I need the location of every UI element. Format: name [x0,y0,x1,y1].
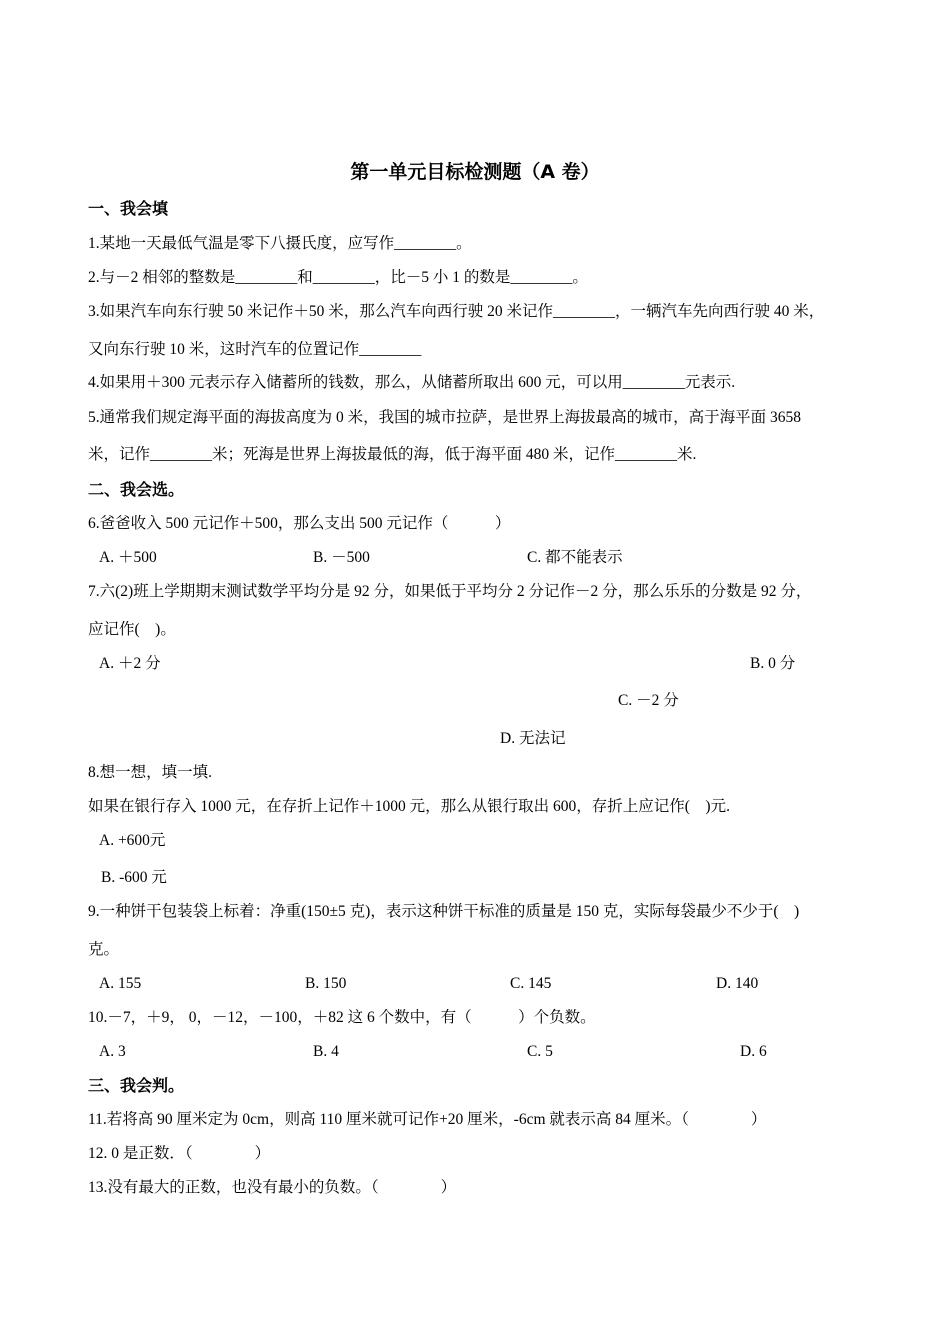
question-9-line-1: 9.一种饼干包装袋上标着：净重(150±5 克)，表示这种饼干标准的质量是 150 克，实际每袋最少不少于( ) [88,903,800,920]
question-9-line-2: 克。 [88,941,120,958]
question-3-line-2: 又向东行驶 10 米，这时汽车的位置记作________ [88,341,422,358]
question-8-option-a: A. +600元 [99,832,166,849]
question-7-option-b: B. 0 分 [750,655,796,672]
question-9-option-d: D. 140 [716,975,759,992]
question-11: 11.若将高 90 厘米定为 0cm，则高 110 厘米就可记作+20 厘米，-6cm 就表示高 84 厘米。（ ） [88,1111,767,1128]
question-7-line-2: 应记作( )。 [88,621,176,638]
question-10: 10.－7，＋9， 0，－12，－100，＋82 这 6 个数中，有（ ）个负数。 [88,1009,596,1026]
question-5-line-1: 5.通常我们规定海平面的海拔高度为 0 米，我国的城市拉萨，是世界上海拔最高的城市，高于海平面 3658 [88,409,802,426]
question-7-option-a: A. ＋2 分 [99,655,161,672]
question-10-option-c: C. 5 [527,1043,553,1060]
question-7-option-d: D. 无法记 [500,730,566,747]
question-7-option-c: C. －2 分 [618,692,679,709]
question-13: 13.没有最大的正数，也没有最小的负数。（ ） [88,1179,457,1196]
question-8-line-1: 8.想一想，填一填. [88,764,213,781]
question-9-option-a: A. 155 [99,975,142,992]
question-10-option-b: B. 4 [313,1043,339,1060]
question-5-line-2: 米，记作________米；死海是世界上海拔最低的海，低于海平面 480 米，记作________米. [88,446,697,463]
question-9-option-b: B. 150 [305,975,347,992]
section-heading-fill: 一、我会填 [88,199,169,218]
page-title: 第一单元目标检测题（A 卷） [350,161,600,183]
question-7-line-1: 7.六(2)班上学期期末测试数学平均分是 92 分，如果低于平均分 2 分记作－2 分，那么乐乐的分数是 92 分， [88,583,812,600]
question-9-option-c: C. 145 [510,975,552,992]
question-10-option-d: D. 6 [740,1043,767,1060]
question-4: 4.如果用＋300 元表示存入储蓄所的钱数，那么，从储蓄所取出 600 元，可以用________元表示. [88,374,736,391]
section-heading-judge: 三、我会判。 [88,1076,185,1095]
question-2: 2.与－2 相邻的整数是________和________，比－5 小 1 的数是________。 [88,269,588,286]
question-6-option-a: A. ＋500 [99,549,157,566]
question-6-option-b: B. －500 [313,549,370,566]
question-3-line-1: 3.如果汽车向东行驶 50 米记作＋50 米，那么汽车向西行驶 20 米记作________，一辆汽车先向西行驶 40 米， [88,303,825,320]
question-8-option-b: B. -600 元 [101,869,167,886]
question-6: 6.爸爸收入 500 元记作＋500，那么支出 500 元记作（ ） [88,515,511,532]
section-heading-choice: 二、我会选。 [88,480,185,499]
question-10-option-a: A. 3 [99,1043,126,1060]
question-12: 12. 0 是正数．（ ） [88,1145,271,1162]
question-8-line-2: 如果在银行存入 1000 元，在存折上记作＋1000 元，那么从银行取出 600，存折上应记作( )元. [88,798,730,815]
question-6-option-c: C. 都不能表示 [527,549,623,566]
question-1: 1.某地一天最低气温是零下八摄氏度，应写作________。 [88,235,472,252]
